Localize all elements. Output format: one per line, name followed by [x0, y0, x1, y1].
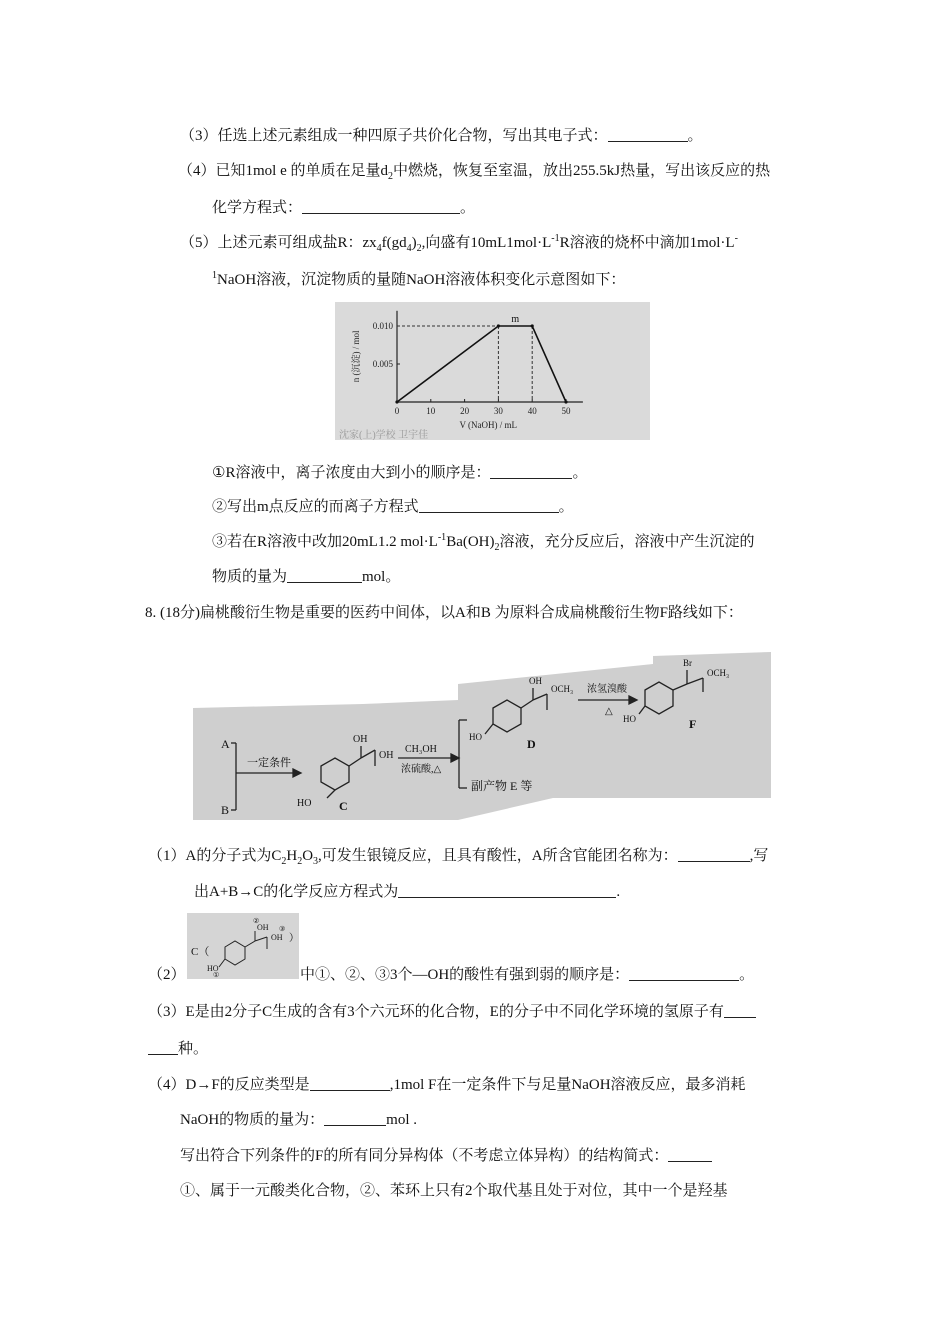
x-tick-label: 0 — [394, 406, 400, 416]
answer-blank[interactable] — [398, 883, 616, 898]
q8-part2-label: （2） — [148, 967, 186, 983]
q8-part1-line1: （1）A的分子式为$C_2H_2O_3$,可发生银镜反应，且具有酸性，A所含官能团名称为： ,写 — [148, 848, 769, 867]
svg-text:③: ③ — [279, 925, 286, 933]
q8-part4-line2: NaOH的物质的量为： mol . — [180, 1112, 417, 1128]
point-m-label: m — [511, 314, 520, 325]
scan-footer: 沈家(上)学校 卫宇佳 — [339, 430, 429, 440]
y-tick-label: 0.005 — [372, 359, 393, 369]
svg-text:HO: HO — [297, 798, 312, 809]
answer-blank[interactable] — [419, 498, 559, 513]
compound-c-label: C — [339, 799, 348, 813]
answer-blank[interactable] — [287, 568, 362, 583]
answer-blank[interactable] — [678, 847, 750, 862]
answer-blank[interactable] — [608, 127, 688, 142]
answer-blank[interactable] — [668, 1147, 712, 1162]
svg-text:OH: OH — [379, 750, 394, 761]
q7-sub3-line1: ③若在R溶液中改加20mL1.2 $mol\cdot L^{-1}Ba(OH)_2$溶液，充分反应后，溶液中产生沉淀的 — [212, 532, 755, 553]
svg-text:C（: C（ — [191, 946, 210, 958]
reactant-a-label: A — [221, 737, 230, 751]
x-tick-label: 30 — [493, 406, 503, 416]
answer-blank[interactable] — [629, 966, 739, 981]
y-axis-label: n (沉淀) / mol — [351, 330, 361, 383]
q8-part4-line4: ①、属于一元酸类化合物，②、苯环上只有2个取代基且处于对位，其中一个是羟基 — [180, 1183, 728, 1199]
answer-blank[interactable] — [148, 1040, 178, 1055]
svg-text:OCH₃: OCH₃ — [551, 684, 574, 694]
q8-part1-line2: 出A+B→C的化学反应方程式为 . — [194, 884, 621, 900]
svg-text:OH: OH — [271, 933, 283, 942]
svg-text:HO: HO — [623, 714, 636, 724]
svg-text:HO: HO — [469, 732, 482, 742]
svg-text:OH: OH — [529, 676, 542, 686]
svg-text:）: ） — [289, 933, 299, 944]
q8-part4-line3: 写出符合下列条件的F的所有同分异构体（不考虑立体异构）的结构简式： — [180, 1146, 712, 1166]
x-tick-label: 10 — [426, 406, 436, 416]
x-axis-label: V (NaOH) / mL — [459, 420, 518, 430]
svg-text:HO: HO — [207, 964, 219, 973]
q7-part4-line1: （4）已知1mol e 的单质在足量$d_2$中燃烧，恢复至室温，放出255.5kJ热量，写出该反应的热 — [178, 163, 771, 182]
q7-sub2: ②写出m点反应的而离子方程式 。 — [212, 499, 574, 515]
reaction-scheme — [193, 648, 771, 826]
q7-part3: （3）任选上述元素组成一种四原子共价化合物，写出其电子式： 。 — [180, 128, 703, 144]
svg-text:OCH₃: OCH₃ — [707, 668, 730, 678]
q7-part4-line2: 化学方程式： 。 — [212, 200, 476, 216]
answer-blank[interactable] — [724, 1003, 756, 1018]
precipitate-chart — [335, 302, 650, 440]
q8-heading: 8. (18分)扁桃酸衍生物是重要的医药中间体，以A和B 为原料合成扁桃酸衍生物F路线如下： — [145, 605, 743, 621]
answer-blank[interactable] — [490, 464, 572, 479]
answer-blank[interactable] — [310, 1076, 390, 1091]
answer-blank[interactable] — [302, 199, 460, 214]
compound-c-structure — [187, 913, 299, 979]
x-tick-label: 20 — [460, 406, 470, 416]
compound-f-label: F — [689, 717, 697, 731]
byproduct-label: 副产物 E 等 — [471, 779, 533, 793]
q7-sub3-line2: 物质的量为 mol。 — [212, 569, 401, 585]
reagent-methanol: CH₃OH — [405, 744, 437, 755]
svg-text:△: △ — [605, 706, 613, 717]
svg-text:Br: Br — [683, 658, 692, 668]
q7-part5-line1: （5）上述元素可组成盐R：$zx_4f(gd_4)_2$,向盛有$10mL1mol\cdot L^{-1}R$溶液的烧杯中滴加1mol·L- — [180, 233, 738, 254]
reactant-b-label: B — [221, 803, 230, 817]
q8-part2-text: 中①、②、③3个—OH的酸性有强到弱的顺序是： 。 — [300, 967, 755, 983]
q8-part3-line1: （3）E是由2分子C生成的含有3个六元环的化合物，E的分子中不同化学环境的氢原子有 — [148, 1002, 756, 1022]
q8-part3-line2: 种。 — [148, 1039, 208, 1059]
data-point — [395, 400, 398, 403]
q8-part4-line1: （4）D→F的反应类型是 ,1mol F在一定条件下与足量NaOH溶液反应，最多消耗 — [148, 1077, 746, 1093]
svg-text:①: ① — [213, 971, 220, 979]
x-tick-label: 40 — [527, 406, 537, 416]
answer-blank[interactable] — [324, 1111, 386, 1126]
y-tick-label: 0.010 — [372, 321, 393, 331]
data-point — [497, 324, 500, 327]
q7-sub1: ①R溶液中，离子浓度由大到小的顺序是： 。 — [212, 465, 588, 481]
svg-text:OH: OH — [353, 734, 368, 745]
reagent-sulfuric: 浓硫酸,△ — [401, 764, 442, 775]
data-point — [564, 400, 567, 403]
condition-1: 一定条件 — [247, 757, 291, 769]
reagent-hbr: 浓氢溴酸 — [587, 684, 627, 695]
data-point — [531, 324, 534, 327]
series-line — [397, 326, 566, 402]
x-tick-label: 50 — [561, 406, 571, 416]
q7-part5-line2: $^1$NaOH溶液，沉淀物质的量随NaOH溶液体积变化示意图如下： — [212, 270, 626, 288]
svg-text:OH: OH — [257, 923, 269, 932]
chart-panel — [335, 302, 650, 440]
compound-d-label: D — [527, 737, 536, 751]
svg-text:②: ② — [253, 917, 260, 925]
